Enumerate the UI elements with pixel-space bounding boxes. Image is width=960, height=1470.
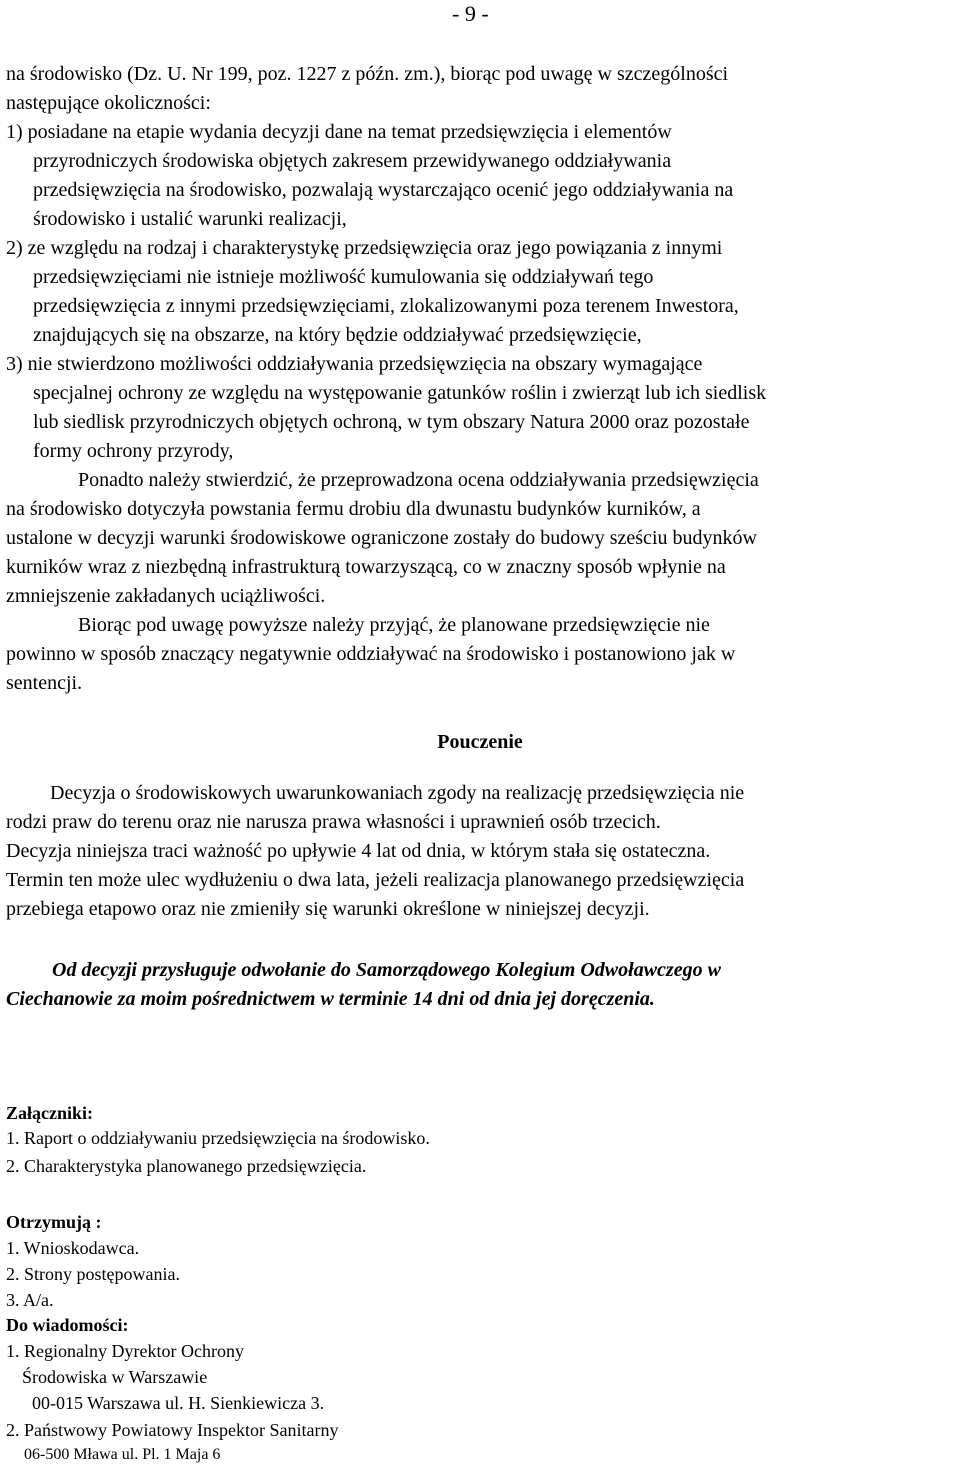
- cc-line: 06-500 Mława ul. Pl. 1 Maja 6: [24, 1446, 221, 1463]
- cc-line: 1. Regionalny Dyrektor Ochrony: [6, 1341, 244, 1361]
- pouczenie-line: Decyzja niniejsza traci ważność po upływie 4 lat od dnia, w którym stała się ostateczna.: [6, 840, 711, 862]
- point-3-line: formy ochrony przyrody,: [33, 440, 234, 462]
- paragraph-line: sentencji.: [6, 672, 83, 694]
- paragraph-line: ustalone w decyzji warunki środowiskowe ograniczone zostały do budowy sześciu budynków: [6, 527, 757, 549]
- pouczenie-line: Termin ten może ulec wydłużeniu o dwa lata, jeżeli realizacja planowanego przedsięwzięcia: [6, 869, 745, 891]
- paragraph-line: Ponadto należy stwierdzić, że przeprowadzona ocena oddziaływania przedsięwzięcia: [78, 469, 759, 491]
- paragraph-line: zmniejszenie zakładanych uciążliwości.: [6, 585, 326, 607]
- paragraph-line: powinno w sposób znaczący negatywnie oddziaływać na środowisko i postanowiono jak w: [6, 643, 736, 665]
- pouczenie-line: rodzi praw do terenu oraz nie narusza prawa własności i uprawnień osób trzecich.: [6, 811, 661, 833]
- attachment-item: 1. Raport o oddziaływaniu przedsięwzięcia na środowisko.: [6, 1128, 430, 1148]
- paragraph-line: kurników wraz z niezbędną infrastrukturą towarzyszącą, co w znaczny sposób wpłynie na: [6, 556, 726, 578]
- appeal-notice-line: Ciechanowie za moim pośrednictwem w terminie 14 dni od dnia jej doręczenia.: [6, 988, 655, 1010]
- cc-line: 2. Państwowy Powiatowy Inspektor Sanitarny: [6, 1420, 339, 1440]
- point-3-line: 3) nie stwierdzono możliwości oddziaływania przedsięwzięcia na obszary wymagające: [6, 353, 703, 375]
- attachment-item: 2. Charakterystyka planowanego przedsięwzięcia.: [6, 1156, 367, 1176]
- attachments-heading: Załączniki:: [6, 1103, 94, 1123]
- paragraph-line: Biorąc pod uwagę powyższe należy przyjąć, że planowane przedsięwzięcie nie: [78, 614, 710, 636]
- pouczenie-heading: Pouczenie: [437, 731, 523, 753]
- cc-line: Środowiska w Warszawie: [22, 1367, 208, 1387]
- cc-heading: Do wiadomości:: [6, 1315, 129, 1335]
- recipient-item: 1. Wnioskodawca.: [6, 1238, 140, 1258]
- text-line: na środowisko (Dz. U. Nr 199, poz. 1227 z późn. zm.), biorąc pod uwagę w szczególności: [6, 63, 729, 85]
- cc-line: 00-015 Warszawa ul. H. Sienkiewicza 3.: [32, 1393, 325, 1413]
- point-3-line: lub siedlisk przyrodniczych objętych ochroną, w tym obszary Natura 2000 oraz pozostałe: [33, 411, 750, 433]
- point-2-line: przedsięwzięcia z innymi przedsięwzięciami, zlokalizowanymi poza terenem Inwestora,: [33, 295, 739, 317]
- pouczenie-line: przebiega etapowo oraz nie zmieniły się warunki określone w niniejszej decyzji.: [6, 898, 650, 920]
- recipients-heading: Otrzymują :: [6, 1212, 102, 1232]
- point-1-line: przyrodniczych środowiska objętych zakresem przewidywanego oddziaływania: [33, 150, 672, 172]
- text-line: następujące okoliczności:: [6, 92, 211, 114]
- page-number: - 9 -: [452, 1, 489, 26]
- point-1-line: przedsięwzięcia na środowisko, pozwalają wystarczająco ocenić jego oddziaływania na: [33, 179, 734, 201]
- recipient-item: 2. Strony postępowania.: [6, 1264, 180, 1284]
- paragraph-line: na środowisko dotyczyła powstania fermu drobiu dla dwunastu budynków kurników, a: [6, 498, 701, 520]
- point-1-line: środowisko i ustalić warunki realizacji,: [33, 208, 347, 230]
- point-2-line: znajdujących się na obszarze, na który będzie oddziaływać przedsięwzięcie,: [33, 324, 642, 346]
- point-3-line: specjalnej ochrony ze względu na występowanie gatunków roślin i zwierząt lub ich siedlisk: [33, 382, 767, 404]
- point-2-line: 2) ze względu na rodzaj i charakterystykę przedsięwzięcia oraz jego powiązania z innymi: [6, 237, 723, 259]
- recipient-item: 3. A/a.: [6, 1290, 54, 1310]
- pouczenie-line: Decyzja o środowiskowych uwarunkowaniach zgody na realizację przedsięwzięcia nie: [50, 782, 745, 804]
- point-2-line: przedsięwzięciami nie istnieje możliwość kumulowania się oddziaływań tego: [33, 266, 654, 288]
- appeal-notice-line: Od decyzji przysługuje odwołanie do Samorządowego Kolegium Odwoławczego w: [52, 959, 721, 981]
- point-1-line: 1) posiadane na etapie wydania decyzji dane na temat przedsięwzięcia i elementów: [6, 121, 672, 143]
